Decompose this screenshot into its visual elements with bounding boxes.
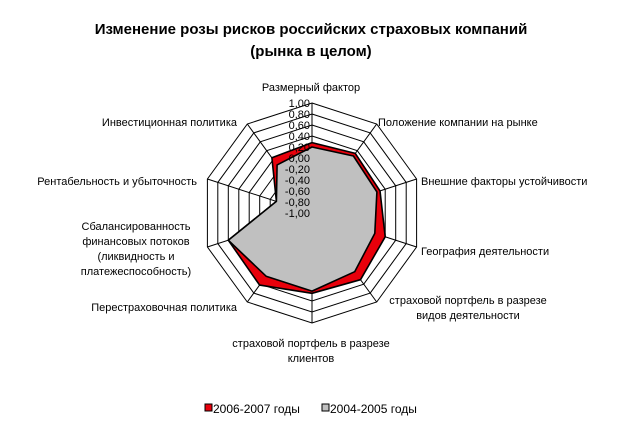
category-label: Перестраховочная политика — [91, 302, 237, 314]
category-label: Рентабельность и убыточность — [37, 176, 197, 188]
category-label: Положение компании на рынке — [378, 117, 538, 129]
category-label: видов деятельности — [416, 310, 520, 322]
tick-label: -0,40 — [284, 175, 310, 187]
tick-label: 0,20 — [288, 142, 310, 154]
tick-label: 0,40 — [288, 131, 310, 143]
chart-title-line: (рынка в целом) — [250, 43, 372, 60]
legend — [205, 402, 417, 416]
tick-label: -0,80 — [284, 197, 310, 209]
chart-title-line: Изменение розы рисков российских страховых компаний — [94, 21, 528, 38]
category-label: Размерный фактор — [261, 82, 361, 94]
tick-label: -0,60 — [284, 186, 310, 198]
tick-label: -1,00 — [284, 208, 310, 220]
category-label: (ликвидность и — [97, 251, 175, 263]
category-label: Инвестиционная политика — [101, 117, 237, 129]
chart-title — [95, 21, 528, 60]
category-label: Сбалансированность — [81, 221, 191, 233]
legend-label: 2006-2007 годы — [213, 402, 300, 416]
category-label: клиентов — [287, 353, 335, 365]
category-label: География деятельности — [421, 246, 550, 258]
tick-label: -0,20 — [284, 164, 310, 176]
radial-tick-labels — [285, 98, 310, 220]
legend-swatch — [322, 404, 329, 411]
tick-label: 0,00 — [288, 153, 310, 165]
category-label: страховой портфель в разрезе — [389, 295, 547, 307]
tick-label: 0,80 — [288, 109, 310, 121]
category-label: страховой портфель в разрезе — [232, 338, 390, 350]
tick-label: 1,00 — [288, 98, 310, 110]
category-label: платежеспособность) — [80, 266, 192, 278]
category-label: Внешние факторы устойчивости — [421, 176, 588, 188]
tick-label: 0,60 — [288, 120, 310, 132]
legend-label: 2004-2005 годы — [330, 402, 417, 416]
legend-swatch — [205, 404, 212, 411]
category-label: финансовых потоков — [82, 236, 190, 248]
